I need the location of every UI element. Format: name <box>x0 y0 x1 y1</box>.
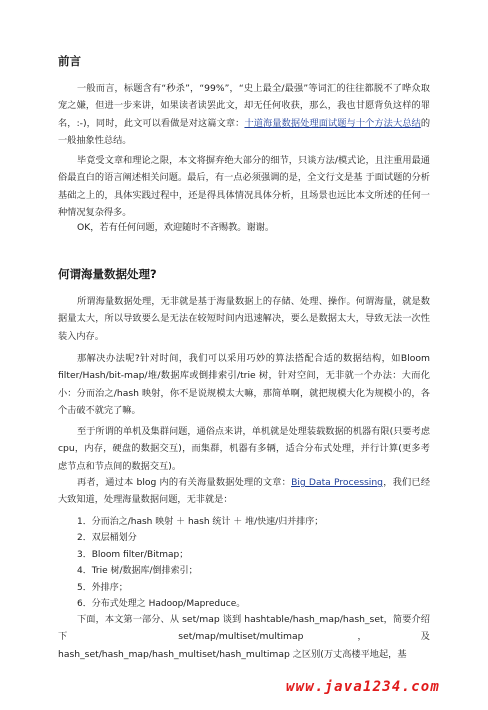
section-heading-preface: 前言 <box>58 54 81 68</box>
method-list <box>77 514 323 612</box>
what-is-paragraph-5: 下面，本文第一部分、从 set/map 谈到 hashtable/hash_map/hash_set，简要介绍下 set/map/multiset/multimap，及 hash_set/hash_map/hash_multiset/hash_multimap 之区别(万丈高楼平地起，基 <box>58 614 430 660</box>
list-item: 6．分布式处理之 Hadoop/Mapreduce。 <box>77 599 246 610</box>
what-is-paragraph-1: 所谓海量数据处理，无非就是基于海量数据上的存储、处理、操作。何谓海量，就是数据量太大，所以导致要么是无法在较短时间内迅速解决，要么是数据太大，导致无法一次性装入内存。 <box>58 296 430 342</box>
preface-paragraph-1-text: 一般而言，标题含有“秒杀”，“99%”，“史上最全/最强”等词汇的往往都脱不了哗众取宠之嫌，但进一步来讲，如果读者读罢此文，却无任何收获，那么，我也甘愿背负这样的罪名，:-)，同时，此文可以看做是对这篇文章： <box>58 83 430 129</box>
list-item: 4．Trie 树/数据库/倒排索引； <box>77 566 198 577</box>
big-data-processing-link[interactable]: Big Data Processing <box>291 477 384 488</box>
preface-paragraph-1-tail: 的一般抽象性总结。 <box>58 117 430 147</box>
preface-paragraph-3: OK，若有任何问题，欢迎随时不吝赐教。谢谢。 <box>77 222 275 233</box>
what-is-paragraph-4-tail: ，我们已经大致知道，处理海量数据问题，无非就是： <box>58 477 431 506</box>
list-item: 3．Bloom filter/Bitmap； <box>77 549 189 560</box>
what-is-paragraph-2: 那解决办法呢?针对时间，我们可以采用巧妙的算法搭配合适的数据结构，如Bloom filter/Hash/bit-map/堆/数据库或倒排索引/trie 树，针对空间，无非就一个办法：大而化小：分而治之/hash 映射，你不是说规模太大嘛，那简单啊，就把规模大化为规模小的，各个击破不就完了嘛。 <box>58 353 430 417</box>
interview-questions-link[interactable]: 十道海量数据处理面试题与十个方法大总结 <box>244 117 421 129</box>
what-is-paragraph-4-text: 再者，通过本 blog 内的有关海量数据处理的文章： <box>77 477 292 488</box>
list-item: 2．双层桶划分 <box>77 533 137 544</box>
what-is-paragraph-4 <box>58 474 430 509</box>
section-heading-what-is: 何谓海量数据处理? <box>58 267 157 281</box>
what-is-paragraph-3: 至于所谓的单机及集群问题，通俗点来讲，单机就是处理装载数据的机器有限(只要考虑 cpu，内存，硬盘的数据交互)，而集群，机器有多辆，适合分布式处理，并行计算(更多考虑节点和节点间的数据交互)。 <box>58 426 430 472</box>
list-item: 1．分而治之/hash 映射 ＋ hash 统计 ＋ 堆/快速/归并排序； <box>77 517 324 527</box>
preface-paragraph-1 <box>58 80 430 150</box>
list-item: 5．外排序； <box>77 582 128 593</box>
watermark-url: www.java1234.com <box>286 679 441 695</box>
preface-paragraph-2: 毕竟受文章和理论之限，本文将摒弃绝大部分的细节，只谈方法/模式论，且注重用最通俗最直白的语言阐述相关问题。最后，有一点必须强调的是，全文行文是基 于面试题的分析基础之上的，具体实践过程中，还是得具体情况具体分析，且场景也远比本文所述的任何一种情况复杂得多。 <box>58 155 430 219</box>
